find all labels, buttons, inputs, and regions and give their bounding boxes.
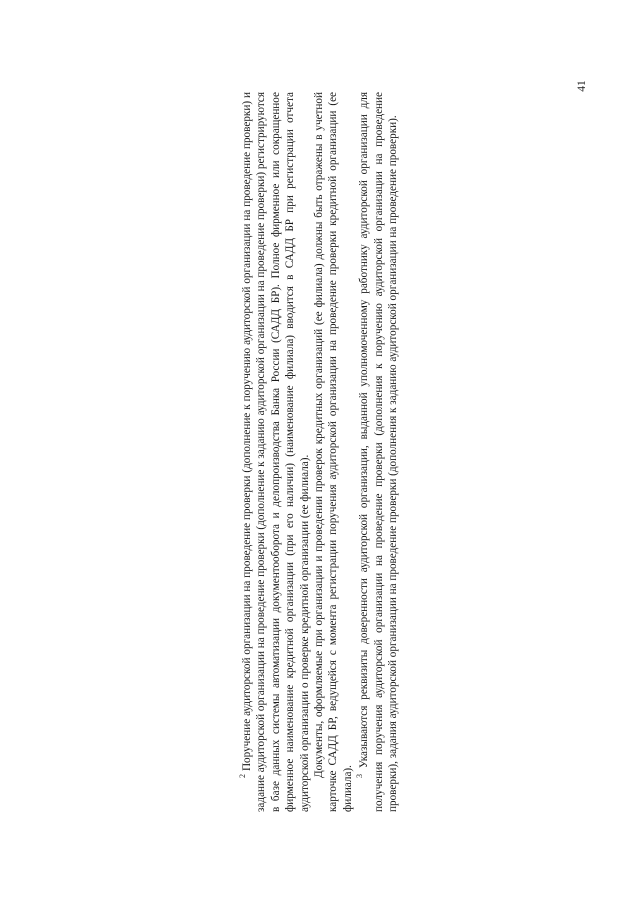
rotated-page (240, 92, 400, 812)
footnote-3-marker: 3 (355, 774, 365, 778)
footnote-2 (240, 92, 355, 812)
footnote-3-paragraph (357, 92, 400, 812)
footnote-3 (357, 92, 400, 812)
footnote-2-text: Поручение аудиторской организации на проведение проверки (дополнение к поручению аудиторской организации на проведение проверки) и задание аудиторской организации на проведение проверки (дополнение к заданию аудиторской организации на проведение проверки) регистрируются в базе данных системы автоматизации документооборота и делопроизводства Банка России (САДД БР). Полное фирменное или сокращенное фирменное наименование кредитной организации (при его наличии) (наименование филиала) вводится в САДД БР при регистрации отчета аудиторской организации о проверке кредитной организации (ее филиала). (240, 91, 311, 812)
footnote-3-text: Указываются реквизиты доверенности аудиторской организации, выданной уполномоченному работнику аудиторской организации для получения поручения аудиторской организации на проведение проверки (дополнения к поручению аудиторской организации на проведение проверки), задания аудиторской организации на проведение проверки (дополнения к заданию аудиторской организации на проведение проверки). (358, 92, 399, 812)
footnote-2-continuation: Документы, оформляемые при организации и проведении проверок кредитных организаций (ее филиала) должны быть отражены в учетной карточке САДД БР, ведущейся с момента регистрации поручения аудиторской организации на проведение проверки кредитной организации (ее филиала). (312, 92, 354, 812)
footnote-2-paragraph (240, 92, 312, 812)
page-number: 41 (575, 80, 588, 92)
footnote-2-marker: 2 (238, 774, 248, 778)
